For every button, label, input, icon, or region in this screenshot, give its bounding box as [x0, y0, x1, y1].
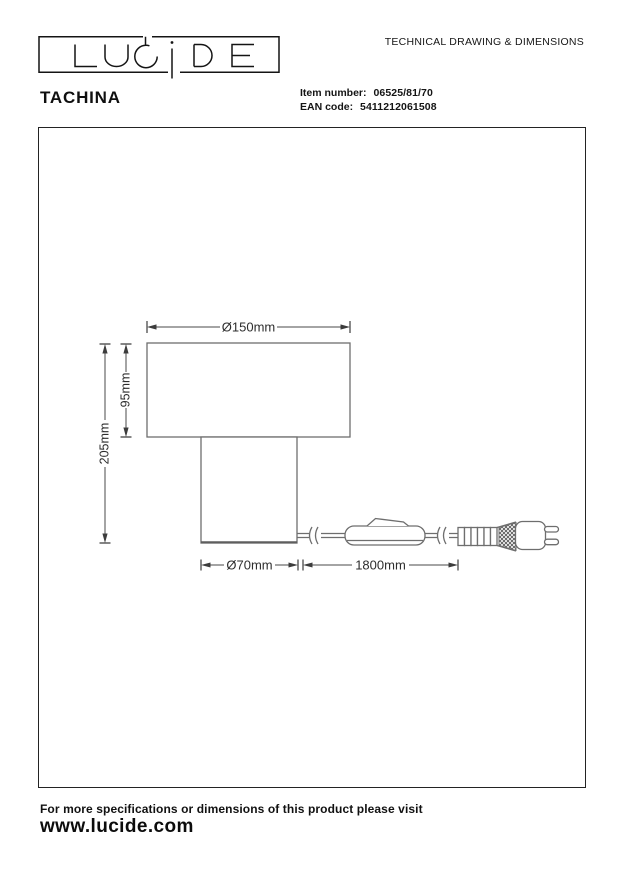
cord-break-symbol-2 [438, 527, 447, 544]
item-number-row [300, 86, 437, 100]
power-plug [458, 522, 559, 552]
item-number-label: Item number: [300, 87, 367, 99]
dim-label-shade-height: 95mm [118, 372, 133, 408]
lamp-base [201, 437, 297, 543]
inline-switch [345, 519, 425, 546]
dim-base-diameter [201, 558, 298, 573]
dim-shade-diameter [147, 320, 350, 335]
ean-label: EAN code: [300, 101, 354, 113]
item-number-value: 06525/81/70 [373, 87, 433, 99]
website-text: www.lucide.com [40, 816, 194, 837]
dim-label-shade-diameter: Ø150mm [221, 319, 276, 335]
dim-shade-height [119, 344, 133, 437]
logo-i-dot [171, 41, 174, 44]
lamp-shade [147, 343, 350, 437]
switch-toggle [367, 519, 409, 527]
footer-note: For more specifications or dimensions of this product please visit [40, 802, 423, 816]
doc-title: TECHNICAL DRAWING & DIMENSIONS [384, 36, 584, 48]
plug-strain-relief [458, 528, 497, 546]
plug-prong-bottom [545, 539, 559, 545]
dim-total-height [98, 344, 112, 543]
dim-label-base-diameter: Ø70mm [226, 557, 273, 573]
cord-break-symbol-1 [310, 527, 319, 544]
plug-prong-top [545, 527, 559, 533]
dim-label-total-height: 205mm [97, 422, 112, 465]
ean-value: 5411212061508 [360, 101, 437, 113]
ean-row [300, 100, 437, 114]
dim-label-cable-length: 1800mm [355, 557, 406, 573]
lucide-logo [38, 28, 280, 82]
product-name: TACHINA [40, 88, 121, 107]
plug-body [516, 522, 546, 550]
technical-drawing [38, 127, 587, 789]
dim-cable-length [303, 558, 458, 573]
product-codes [300, 86, 437, 114]
